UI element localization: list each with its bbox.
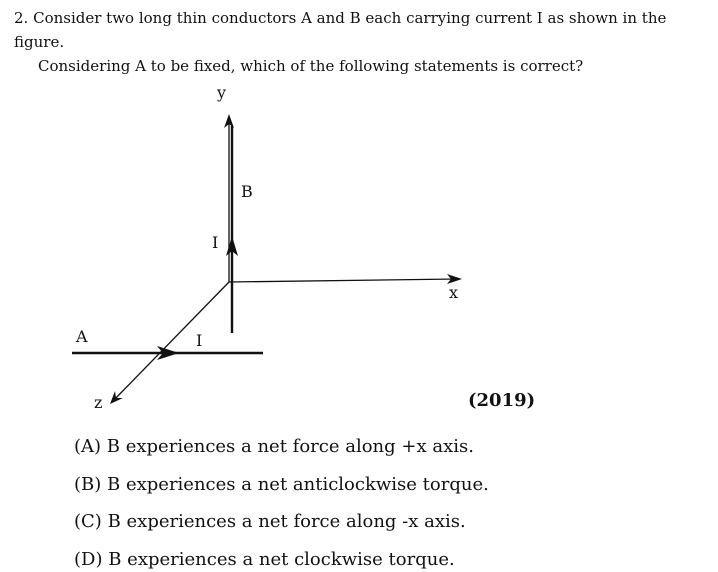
x-axis-label: x [449,283,459,302]
option-a-label: (A) [74,436,102,457]
option-c-label: (C) [74,511,102,532]
x-axis [229,279,458,282]
option-d-text: B experiences a net clockwise torque. [108,549,455,570]
option-b-label: (B) [74,474,102,495]
question-number: 2. [14,9,29,27]
option-b [74,474,489,495]
option-c-text: B experiences a net force along -x axis. [107,511,466,532]
conductor-a-label: A [76,327,88,346]
option-b-text: B experiences a net anticlockwise torque. [107,474,489,495]
question-stem-1: Consider two long thin conductors A and B each carrying current I as shown in the figure. [14,9,667,51]
option-a [74,436,474,457]
z-axis-label: z [94,393,103,412]
y-axis-label: y [217,83,227,102]
option-c [74,511,466,532]
option-d-label: (D) [74,549,103,570]
z-axis [113,282,229,401]
exam-year: (2019) [468,390,536,411]
option-a-text: B experiences a net force along +x axis. [106,436,474,457]
current-a-label: I [196,331,203,350]
conductor-b-label: B [241,182,253,201]
question-stem-2: Considering A to be fixed, which of the following statements is correct? [38,57,584,75]
current-b-label: I [212,233,219,252]
option-d [74,549,455,570]
